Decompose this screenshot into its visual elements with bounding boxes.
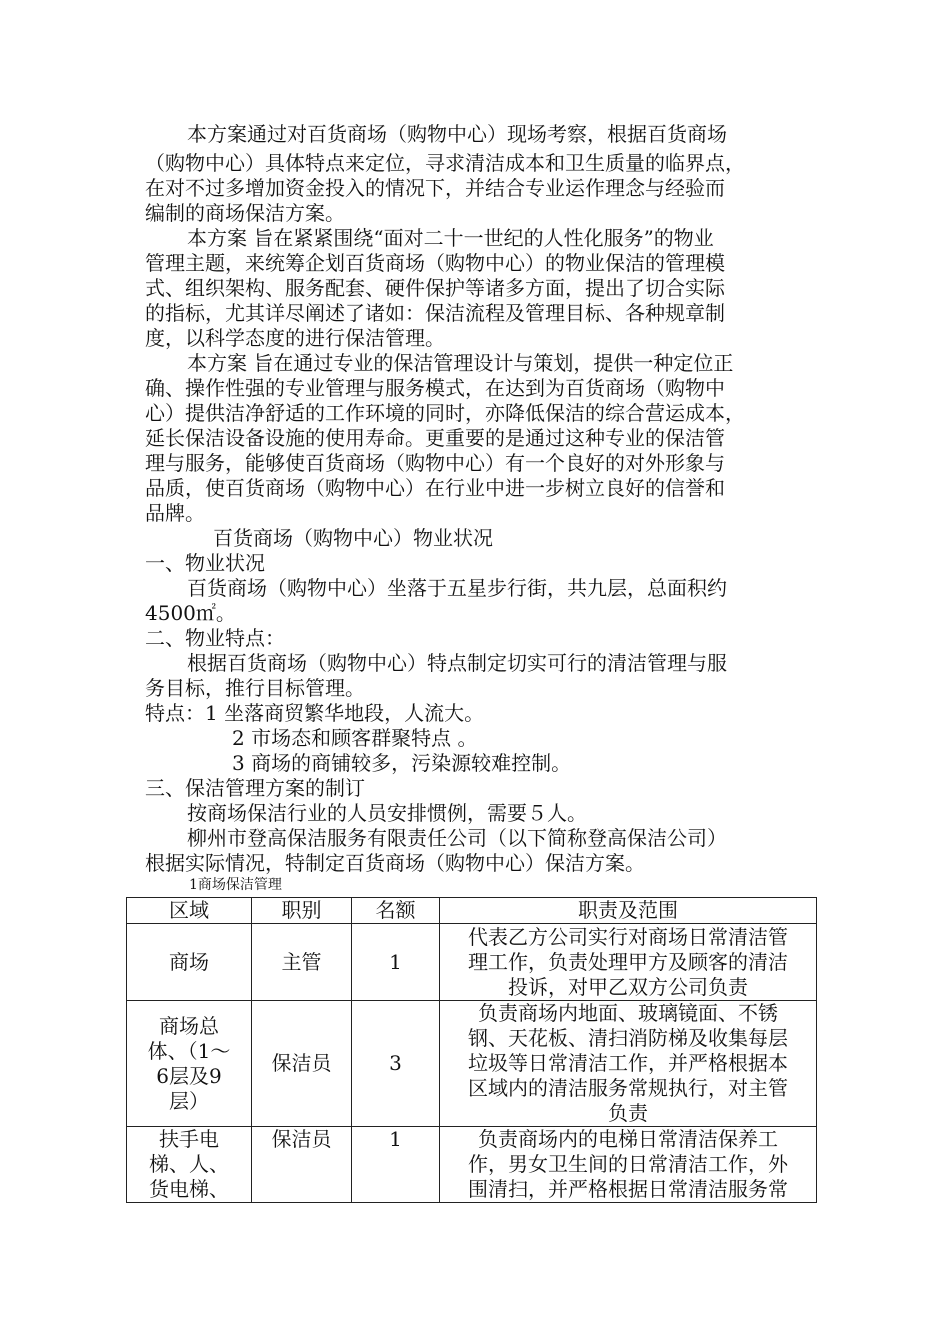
table-caption: 1商场保洁管理 xyxy=(189,877,282,893)
area-cell xyxy=(127,924,252,1001)
cell-line: 理工作，负责处理甲方及顾客的清洁 xyxy=(468,949,788,974)
cell-line: 作，男女卫生间的日常清洁工作，外 xyxy=(468,1152,788,1176)
feature-item: 3 商场的商铺较多，污染源较难控制。 xyxy=(232,751,572,775)
paragraph-line: 品牌。 xyxy=(145,501,205,525)
cell-line: 负责商场内的电梯日常清洁保养工 xyxy=(478,1127,778,1151)
cell-line: 货电梯、 xyxy=(149,1177,229,1201)
duty-cell xyxy=(440,1127,817,1203)
cell-line: 区域内的清洁服务常规执行，对主管 xyxy=(468,1076,788,1100)
paragraph-line: 编制的商场保洁方案。 xyxy=(145,201,345,225)
duty-cell xyxy=(440,924,817,1001)
section-heading: 一、物业状况 xyxy=(145,551,265,575)
cell-line: 垃圾等日常清洁工作，并严格根据本 xyxy=(468,1051,788,1075)
paragraph-line: 度，以科学态度的进行保洁管理。 xyxy=(145,326,445,350)
cell-line: 商场 xyxy=(169,949,209,974)
paragraph-line: 4500㎡。 xyxy=(145,601,236,625)
paragraph-line: 百货商场（购物中心）坐落于五星步行街，共九层，总面积约 xyxy=(187,576,727,600)
cell-line: 6层及9 xyxy=(156,1063,222,1088)
cell-line: 钢、天花板、清扫消防梯及收集每层 xyxy=(468,1026,788,1050)
role-cell: 保洁员 xyxy=(252,1001,352,1127)
paragraph-line: 务目标，推行目标管理。 xyxy=(145,676,365,700)
column-header: 职别 xyxy=(252,898,352,924)
paragraph-line: 式、组织架构、服务配套、硬件保护等诸多方面，提出了切合实际 xyxy=(145,276,725,300)
cell-line: 层） xyxy=(169,1088,209,1113)
paragraph-line: 确、操作性强的专业管理与服务模式，在达到为百货商场（购物中 xyxy=(145,376,725,400)
paragraph-line: （购物中心）具体特点来定位，寻求清洁成本和卫生质量的临界点， xyxy=(145,151,745,175)
paragraph-line: 心）提供洁净舒适的工作环境的同时，亦降低保洁的综合营运成本， xyxy=(145,401,745,425)
column-header: 名额 xyxy=(352,898,440,924)
column-header: 区域 xyxy=(127,898,252,924)
cleaning-staff-table xyxy=(126,897,817,1203)
count-cell: 1 xyxy=(352,1127,440,1203)
cell-line: 商场总 xyxy=(159,1013,219,1038)
table-row xyxy=(127,1001,817,1127)
paragraph-line: 本方案 旨在紧紧围绕“面对二十一世纪的人性化服务”的物业 xyxy=(187,226,714,250)
cell-line: 负责商场内地面、玻璃镜面、不锈 xyxy=(478,1001,778,1025)
cell-line: 代表乙方公司实行对商场日常清洁管 xyxy=(468,924,788,949)
paragraph-line: 根据百货商场（购物中心）特点制定切实可行的清洁管理与服 xyxy=(187,651,727,675)
paragraph-line: 按商场保洁行业的人员安排惯例，需要５人。 xyxy=(187,801,587,825)
paragraph-line: 理与服务，能够使百货商场（购物中心）有一个良好的对外形象与 xyxy=(145,451,725,475)
section-heading: 三、保洁管理方案的制订 xyxy=(145,776,365,800)
paragraph-line: 延长保洁设备设施的使用寿命。更重要的是通过这种专业的保洁管 xyxy=(145,426,725,450)
cell-line: 扶手电 xyxy=(159,1127,219,1151)
paragraph-line: 在对不过多增加资金投入的情况下，并结合专业运作理念与经验而 xyxy=(145,176,725,200)
paragraph-line: 管理主题，来统筹企划百货商场（购物中心）的物业保洁的管理模 xyxy=(145,251,725,275)
paragraph-line: 柳州市登高保洁服务有限责任公司（以下简称登高保洁公司） xyxy=(187,826,727,850)
paragraph-line: 品质，使百货商场（购物中心）在行业中进一步树立良好的信誉和 xyxy=(145,476,725,500)
cell-line: 投诉，对甲乙双方公司负责 xyxy=(508,974,748,999)
section-title: 百货商场（购物中心）物业状况 xyxy=(213,526,493,550)
paragraph-line: 本方案 旨在通过专业的保洁管理设计与策划，提供一种定位正 xyxy=(187,351,734,375)
cell-line: 梯、人、 xyxy=(149,1152,229,1176)
table-header-row xyxy=(127,898,817,924)
duty-cell xyxy=(440,1001,817,1127)
section-heading: 二、物业特点： xyxy=(145,626,285,650)
count-cell: 1 xyxy=(352,924,440,1001)
cell-line: 围清扫，并严格根据日常清洁服务常 xyxy=(468,1177,788,1201)
cell-line: 负责 xyxy=(608,1101,648,1125)
role-cell: 保洁员 xyxy=(252,1127,352,1203)
area-cell xyxy=(127,1127,252,1203)
area-cell xyxy=(127,1001,252,1127)
cell-line: 体、（1～ xyxy=(147,1038,231,1063)
feature-item: 2 市场态和顾客群聚特点 。 xyxy=(232,726,478,750)
table-row xyxy=(127,924,817,1001)
feature-item: 特点：1 坐落商贸繁华地段，人流大。 xyxy=(145,701,485,725)
paragraph-line: 的指标，尤其详尽阐述了诸如：保洁流程及管理目标、各种规章制 xyxy=(145,301,725,325)
table-row xyxy=(127,1127,817,1203)
column-header: 职责及范围 xyxy=(440,898,817,924)
paragraph-line: 本方案通过对百货商场（购物中心）现场考察，根据百货商场 xyxy=(187,122,727,146)
paragraph-line: 根据实际情况，特制定百货商场（购物中心）保洁方案。 xyxy=(145,851,645,875)
role-cell: 主管 xyxy=(252,924,352,1001)
count-cell: 3 xyxy=(352,1001,440,1127)
